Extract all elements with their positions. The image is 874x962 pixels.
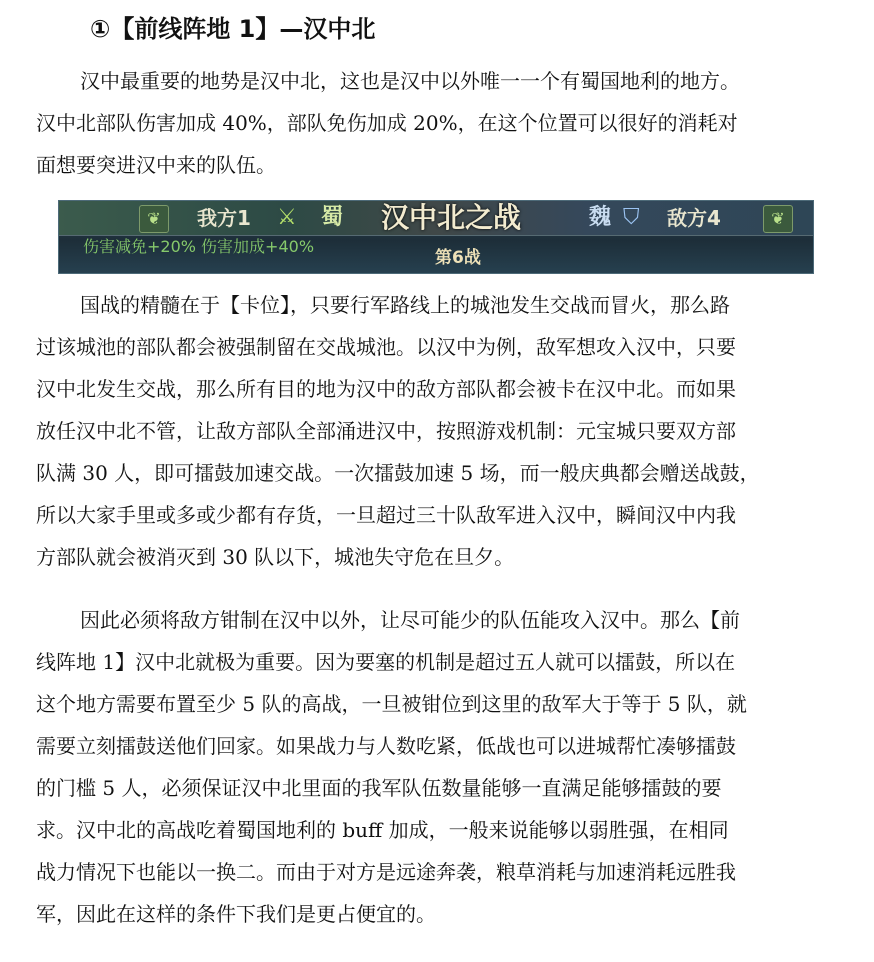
paragraph-line: 方部队就会被消灭到 30 队以下，城池失守危在旦夕。: [36, 545, 515, 569]
paragraph-line: 的门槛 5 人，必须保证汉中北里面的我军队伍数量能够一直满足能够擂鼓的要: [36, 776, 722, 800]
shield-icon: ⛉: [623, 205, 640, 230]
battle-number: 第6战: [435, 248, 481, 268]
paragraph-line: 这个地方需要布置至少 5 队的高战，一旦被钳位到这里的敌军大于等于 5 队，就: [36, 692, 747, 716]
paragraph-line: 所以大家手里或多或少都有存货，一旦超过三十队敌军进入汉中，瞬间汉中内我: [36, 503, 736, 527]
paragraph-2: [36, 284, 840, 578]
my-side-count: 我方1: [197, 206, 251, 230]
paragraph-line: 需要立刻擂鼓送他们回家。如果战力与人数吃紧，低战也可以进城帮忙凑够擂鼓: [36, 734, 736, 758]
paragraph-line: 过该城池的部队都会被强制留在交战城池。以汉中为例，敌军想攻入汉中，只要: [36, 335, 736, 359]
paragraph-line: 战力情况下也能以一换二。而由于对方是远途奔袭，粮草消耗与加速消耗远胜我: [36, 860, 736, 884]
paragraph-line: 求。汉中北的高战吃着蜀国地利的 buff 加成，一般来说能够以弱胜强，在相同: [36, 818, 729, 842]
paragraph-line: 队满 30 人，即可擂鼓加速交战。一次擂鼓加速 5 场，而一般庆典都会赠送战鼓，: [36, 461, 760, 485]
paragraph-line: 汉中最重要的地势是汉中北，这也是汉中以外唯一一个有蜀国地利的地方。: [80, 69, 740, 93]
paragraph-line: 因此必须将敌方钳制在汉中以外，让尽可能少的队伍能攻入汉中。那么【前: [80, 608, 740, 632]
my-kingdom-label: 蜀: [321, 205, 344, 230]
paragraph-line: 放任汉中北不管，让敌方部队全部涌进汉中，按照游戏机制：元宝城只要双方部: [36, 419, 736, 443]
paragraph-1: [36, 60, 840, 186]
paragraph-line: 面想要突进汉中来的队伍。: [36, 153, 276, 177]
paragraph-line: 军，因此在这样的条件下我们是更占便宜的。: [36, 902, 436, 926]
leaf-icon: ❦: [763, 205, 793, 233]
section-heading: ①【前线阵地 1】—汉中北: [90, 15, 376, 43]
paragraph-line: 线阵地 1】汉中北就极为重要。因为要塞的机制是超过五人就可以擂鼓，所以在: [36, 650, 736, 674]
enemy-side-count: 敌方4: [667, 206, 721, 230]
paragraph-line: 汉中北部队伤害加成 40%，部队免伤加成 20%，在这个位置可以很好的消耗对: [36, 111, 738, 135]
paragraph-line: 国战的精髓在于【卡位】，只要行军路线上的城池发生交战而冒火，那么路: [80, 293, 730, 317]
leaf-icon: ❦: [139, 205, 169, 233]
buff-text: 伤害减免+20% 伤害加成+40%: [83, 237, 315, 256]
battle-title: 汉中北之战: [381, 201, 522, 234]
paragraph-3: [36, 599, 840, 935]
crossed-swords-icon: ⚔: [277, 205, 297, 230]
enemy-kingdom-label: 魏: [589, 205, 612, 230]
battle-banner-image: [58, 200, 814, 274]
paragraph-line: 汉中北发生交战，那么所有目的地为汉中的敌方部队都会被卡在汉中北。而如果: [36, 377, 736, 401]
